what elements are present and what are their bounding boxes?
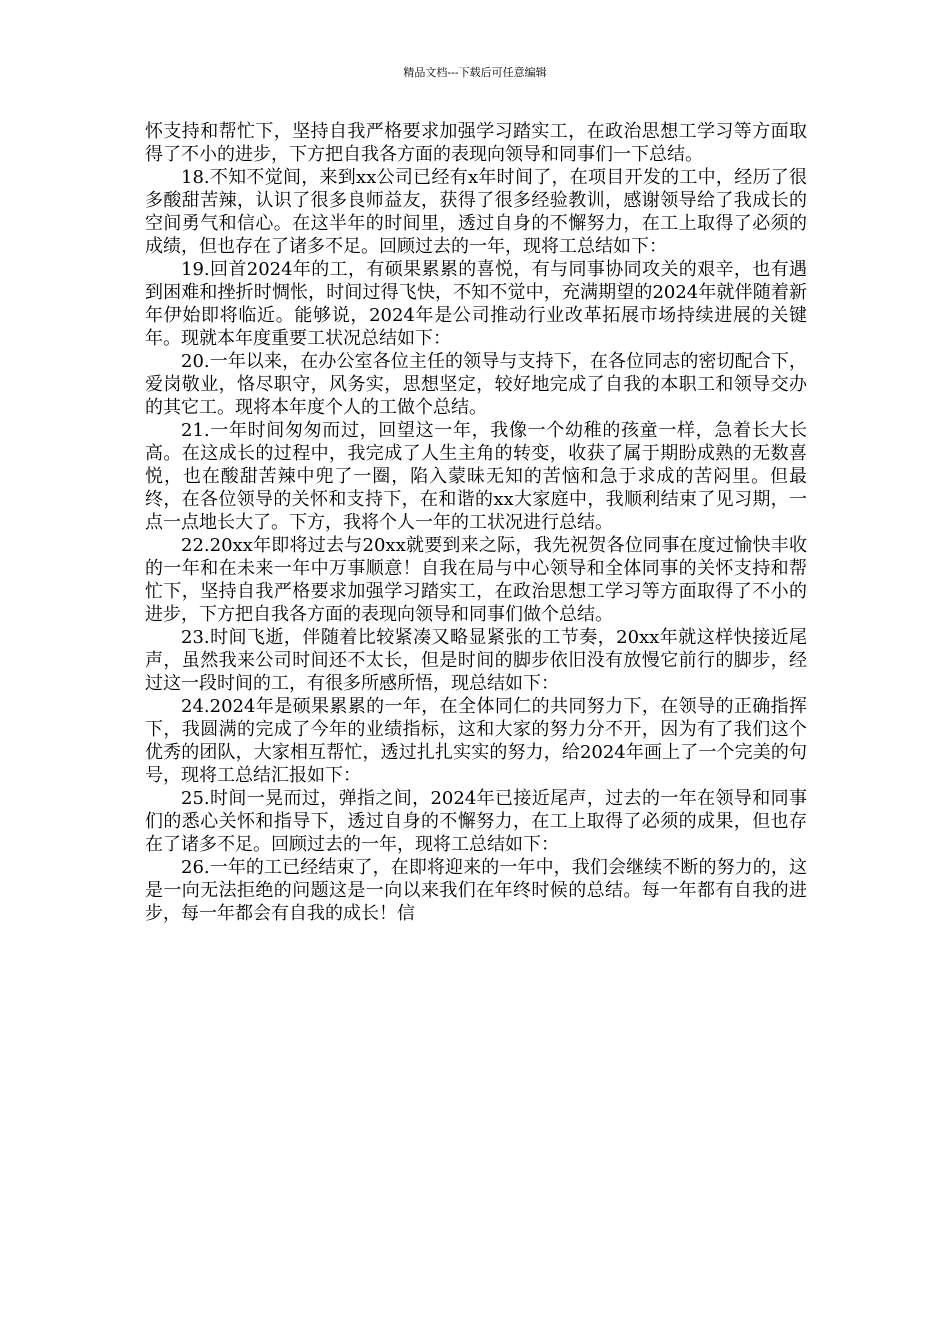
document-body (145, 120, 807, 925)
paragraph-26: 26.一年的工已经结束了，在即将迎来的一年中，我们会继续不断的努力的，这是一向无法拒绝的问题这是一向以来我们在年终时候的总结。每一年都有自我的进步，每一年都会有自我的成长！信 (145, 857, 807, 924)
paragraph-21: 21.一年时间匆匆而过，回望这一年，我像一个幼稚的孩童一样，急着长大长高。在这成长的过程中，我完成了人生主角的转变，收获了属于期盼成熟的无数喜悦，也在酸甜苦辣中兜了一圈，陷入蒙昧无知的苦恼和急于求成的苦闷里。但最终，在各位领导的关怀和支持下，在和谐的xx大家庭中，我顺利结束了见习期，一点一点地长大了。下方，我将个人一年的工状况进行总结。 (145, 420, 807, 533)
paragraph-23: 23.时间飞逝，伴随着比较紧凑又略显紧张的工节奏，20xx年就这样快接近尾声，虽然我来公司时间还不太长，但是时间的脚步依旧没有放慢它前行的脚步，经过这一段时间的工，有很多所感所悟，现总结如下： (145, 627, 807, 694)
paragraph-continuation: 怀支持和帮忙下，坚持自我严格要求加强学习踏实工，在政治思想工学习等方面取得了不小的进步，下方把自我各方面的表现向领导和同事们一下总结。 (145, 121, 807, 165)
paragraph-20: 20.一年以来，在办公室各位主任的领导与支持下，在各位同志的密切配合下，爱岗敬业，恪尽职守，风务实，思想坚定，较好地完成了自我的本职工和领导交办的其它工。现将本年度个人的工做个总结。 (145, 351, 807, 418)
paragraph-22: 22.20xx年即将过去与20xx就要到来之际，我先祝贺各位同事在度过愉快丰收的一年和在未来一年中万事顺意！自我在局与中心领导和全体同事的关怀支持和帮忙下，坚持自我严格要求加强学习踏实工，在政治思想工学习等方面取得了不小的进步，下方把自我各方面的表现向领导和同事们做个总结。 (145, 535, 807, 625)
paragraph-19: 19.回首2024年的工，有硕果累累的喜悦，有与同事协同攻关的艰辛，也有遇到困难和挫折时惆怅，时间过得飞快，不知不觉中，充满期望的2024年就伴随着新年伊始即将临近。能够说，2024年是公司推动行业改革拓展市场持续进展的关键年。现就本年度重要工状况总结如下： (145, 259, 807, 349)
paragraph-24: 24.2024年是硕果累累的一年，在全体同仁的共同努力下，在领导的正确指挥下，我圆满的完成了今年的业绩指标，这和大家的努力分不开，因为有了我们这个优秀的团队，大家相互帮忙，透过扎扎实实的努力，给2024年画上了一个完美的句号，现将工总结汇报如下： (145, 696, 807, 786)
page-header: 精品文档---下载后可任意编辑 (403, 66, 547, 79)
paragraph-18: 18.不知不觉间，来到xx公司已经有x年时间了，在项目开发的工中，经历了很多酸甜苦辣，认识了很多良师益友，获得了很多经验教训，感谢领导给了我成长的空间勇气和信心。在这半年的时间里，透过自身的不懈努力，在工上取得了必须的成绩，但也存在了诸多不足。回顾过去的一年，现将工总结如下： (145, 167, 807, 257)
paragraph-25: 25.时间一晃而过，弹指之间，2024年已接近尾声，过去的一年在领导和同事们的悉心关怀和指导下，透过自身的不懈努力，在工上取得了必须的成果，但也存在了诸多不足。回顾过去的一年，现将工总结如下： (145, 788, 807, 855)
